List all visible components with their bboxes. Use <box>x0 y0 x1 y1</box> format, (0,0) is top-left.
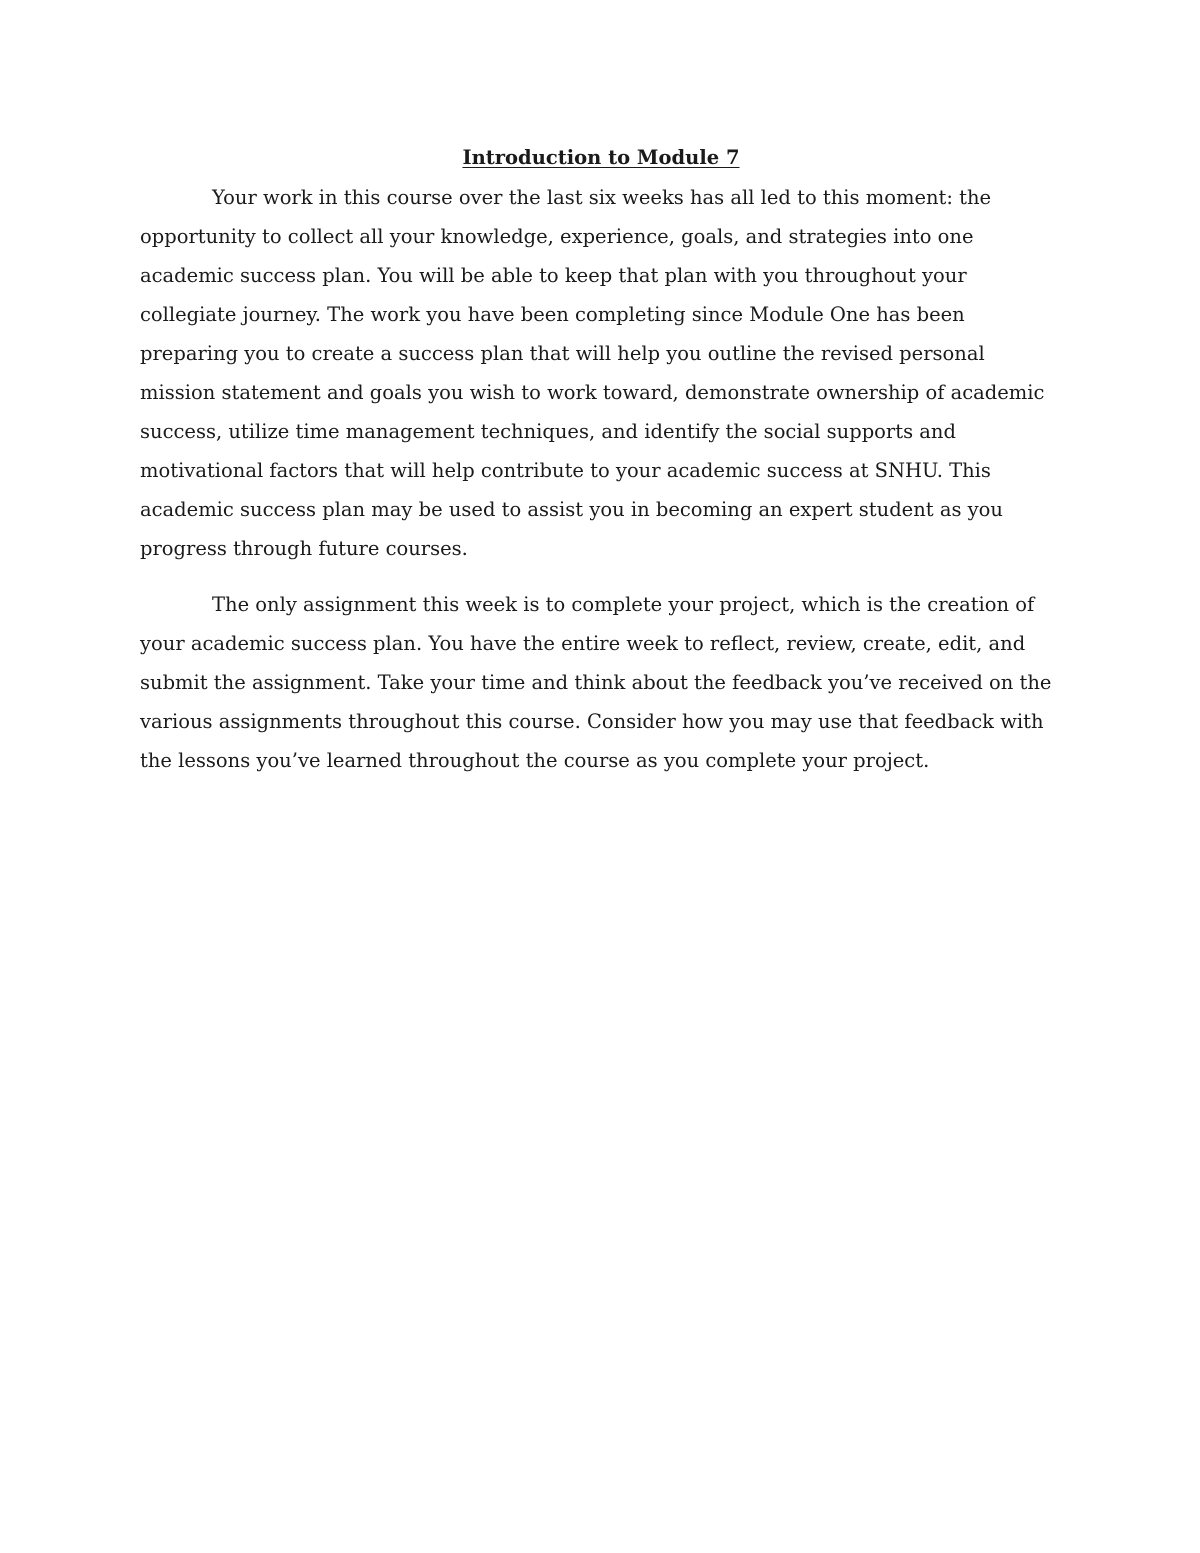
body-paragraph-1: Your work in this course over the last six weeks has all led to this moment: the opportunity to collect all your knowledge, experience, goals, and strategies into one academic success plan. You will be able to keep that plan with you throughout your collegiate journey. The work you have been completing since Module One has been preparing you to create a success plan that will help you outline the revised personal mission statement and goals you wish to work toward, demonstrate ownership of academic success, utilize time management techniques, and identify the social supports and motivational factors that will help contribute to your academic success at SNHU. This academic success plan may be used to assist you in becoming an expert student as you progress through future courses. <box>140 186 1045 560</box>
document-body <box>140 140 1062 780</box>
body-paragraph-2: The only assignment this week is to complete your project, which is the creation of your academic success plan. You have the entire week to reflect, review, create, edit, and submit the assignment. Take your time and think about the feedback you’ve received on the various assignments throughout this course. Consider how you may use that feedback with the lessons you’ve learned throughout the course as you complete your project. <box>140 593 1052 772</box>
document-title: Introduction to Module 7 <box>462 146 740 169</box>
